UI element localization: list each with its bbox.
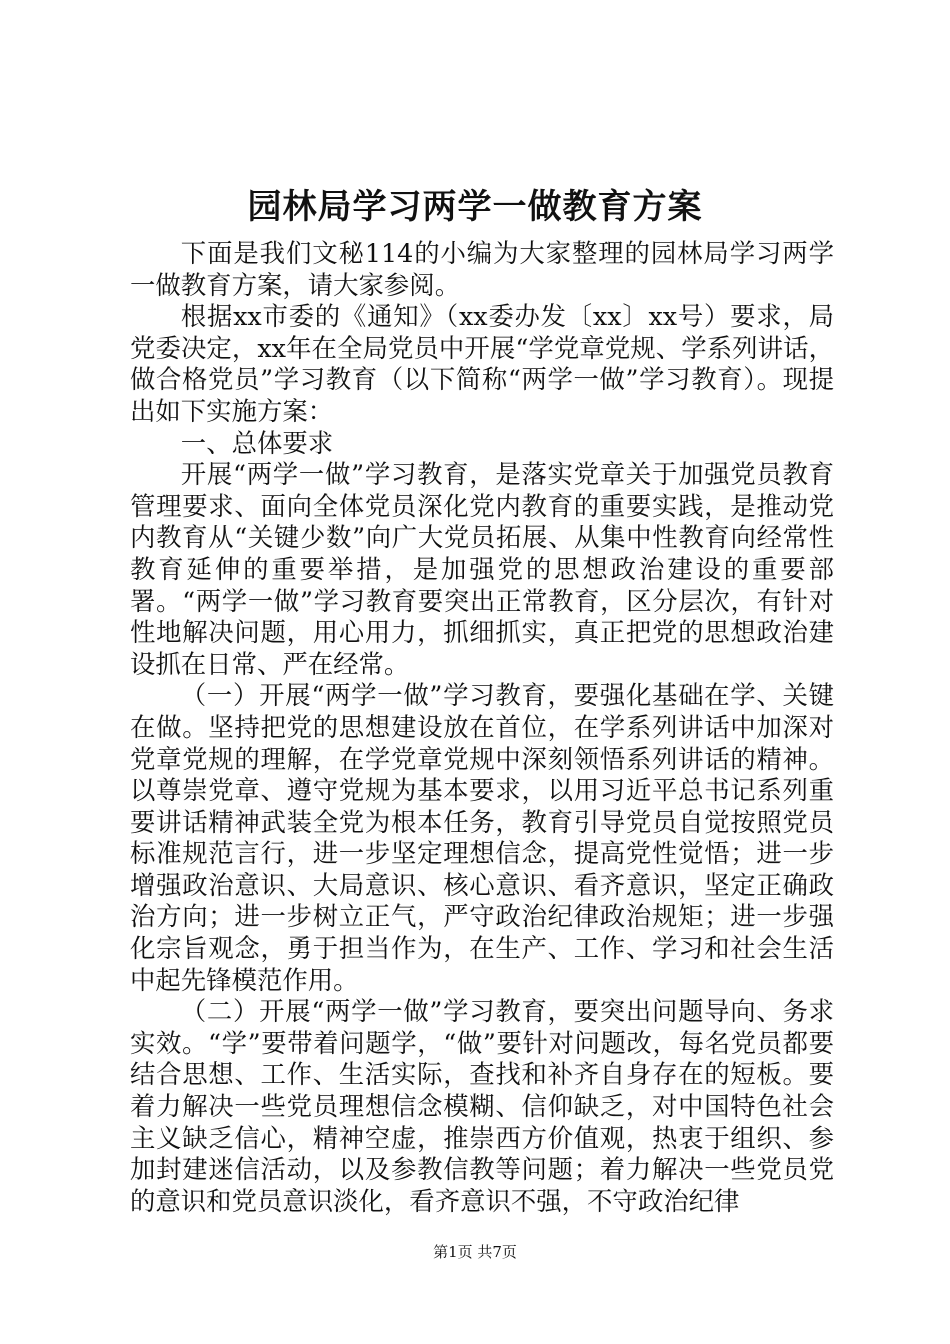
paragraph-overview: 开展“两学一做”学习教育，是落实党章关于加强党员教育管理要求、面向全体党员深化党内教育的重要实践，是推动党内教育从“关键少数”向广大党员拓展、从集中性教育向经常性教育延伸的重要举措，是加强党的思想政治建设的重要部署。“两学一做”学习教育要突出正常教育，区分层次，有针对性地解决问题，用心用力，抓细抓实，真正把党的思想政治建设抓在日常、严在经常。 xyxy=(130,459,834,679)
paragraph-intro: 下面是我们文秘114的小编为大家整理的园林局学习两学一做教育方案，请大家参阅。 xyxy=(130,238,834,300)
document-title: 园林局学习两学一做教育方案 xyxy=(247,187,703,227)
paragraph-point-2: （二）开展“两学一做”学习教育，要突出问题导向、务求实效。“学”要带着问题学，“做”要针对问题改，每名党员都要结合思想、工作、生活实际，查找和补齐自身存在的短板。要着力解决一些党员理想信念模糊、信仰缺乏，对中国特色社会主义缺乏信心，精神空虚，推崇西方价值观，热衷于组织、参加封建迷信活动，以及参教信教等问题；着力解决一些党员党的意识和党员意识淡化，看齐意识不强，不守政治纪律 xyxy=(130,996,834,1216)
document-body xyxy=(130,238,834,1217)
paragraph-point-1: （一）开展“两学一做”学习教育，要强化基础在学、关键在做。坚持把党的思想建设放在首位，在学系列讲话中加深对党章党规的理解，在学党章党规中深刻领悟系列讲话的精神。以尊崇党章、遵守党规为基本要求，以用习近平总书记系列重要讲话精神武装全党为根本任务，教育引导党员自觉按照党员标准规范言行，进一步坚定理想信念，提高党性觉悟；进一步增强政治意识、大局意识、核心意识、看齐意识，坚定正确政治方向；进一步树立正气，严守政治纪律政治规矩；进一步强化宗旨观念，勇于担当作为，在生产、工作、学习和社会生活中起先锋模范作用。 xyxy=(130,680,834,995)
paragraph-notice: 根据xx市委的《通知》（xx委办发〔xx〕xx号）要求，局党委决定，xx年在全局党员中开展“学党章党规、学系列讲话，做合格党员”学习教育（以下简称“两学一做”学习教育）。现提出如下实施方案： xyxy=(130,301,834,426)
page-number: 第1页 共7页 xyxy=(433,1243,517,1261)
section-heading: 一、总体要求 xyxy=(180,427,334,458)
